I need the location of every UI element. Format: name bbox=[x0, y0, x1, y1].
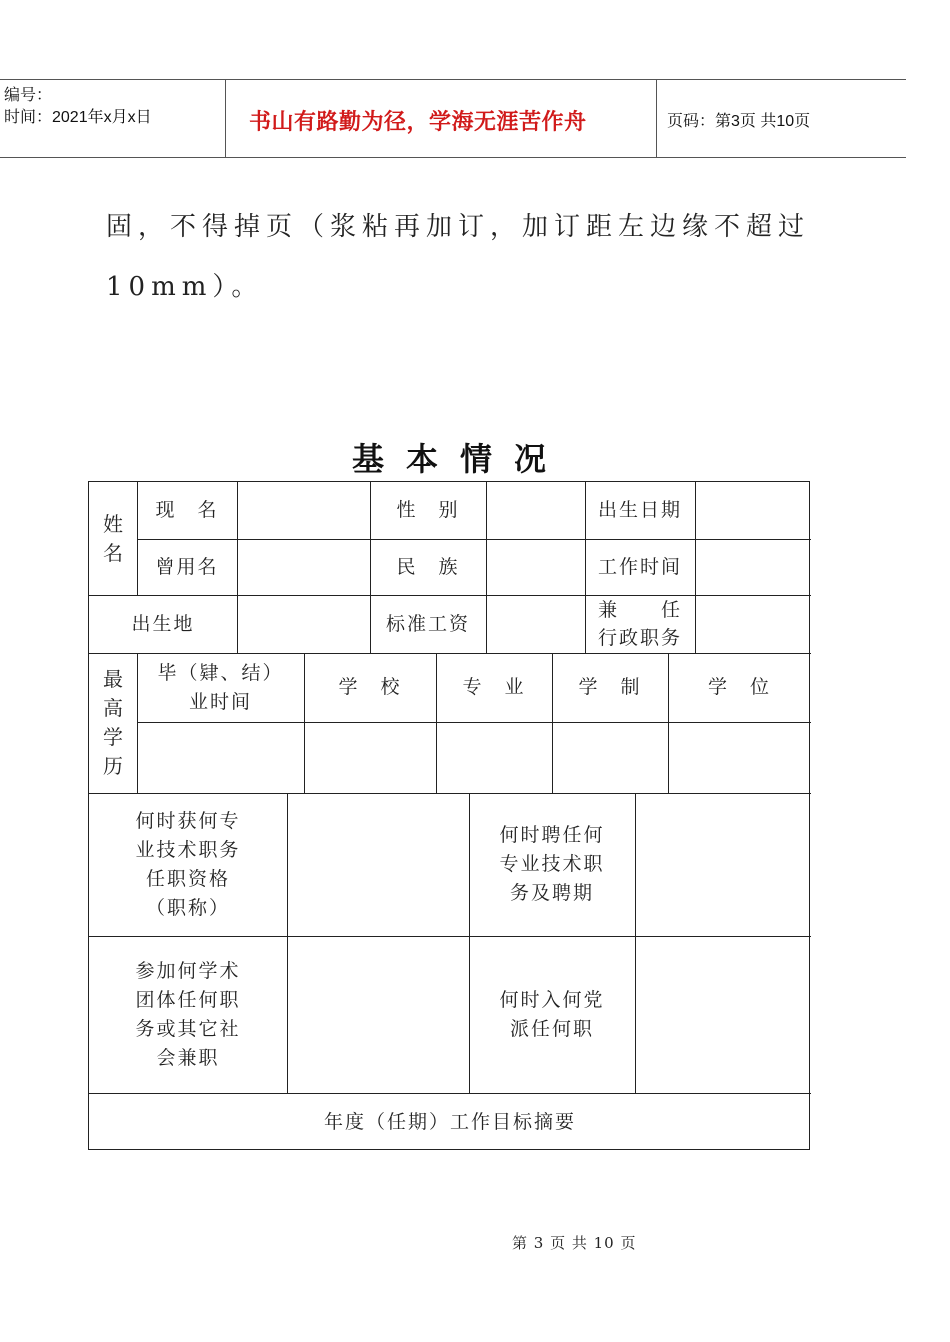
header-time-label: 时间：2021年x月x日 bbox=[4, 109, 152, 126]
birth-date-label: 出生日期 bbox=[597, 499, 682, 521]
school-label: 学 校 bbox=[338, 676, 402, 698]
ethnicity-label: 民 族 bbox=[396, 555, 460, 578]
work-start-label: 工作时间 bbox=[597, 555, 682, 578]
name-group-label: 姓 名 bbox=[103, 511, 123, 565]
header-divider-right bbox=[656, 79, 657, 157]
professional-title-label: 何时获何专 业技术职务 任职资格 （职称） bbox=[135, 809, 241, 919]
table-rule bbox=[287, 793, 288, 1093]
basic-info-table bbox=[88, 481, 810, 1150]
major-label: 专 业 bbox=[462, 676, 526, 698]
degree-label: 学 位 bbox=[707, 676, 771, 698]
duration-label: 学 制 bbox=[578, 676, 642, 698]
header-motto: 书山有路勤为径，学海无涯苦作舟 bbox=[249, 110, 587, 135]
gender-label: 性 别 bbox=[396, 499, 460, 521]
former-name-label: 曾用名 bbox=[155, 555, 219, 578]
body-paragraph-line-1: 固，不得掉页（浆粘再加订，加订距左边缘不超过 bbox=[106, 212, 811, 242]
table-rule bbox=[237, 482, 238, 653]
standard-salary-label: 标准工资 bbox=[385, 612, 470, 635]
header-top-rule bbox=[0, 79, 906, 80]
admin-post-label: 兼 任 行政职务 bbox=[597, 599, 682, 649]
current-name-label: 现 名 bbox=[155, 499, 219, 521]
graduation-time-label: 毕（肄、结） 业时间 bbox=[157, 661, 284, 713]
table-rule bbox=[486, 482, 487, 653]
body-paragraph-line-2: 10mm）。 bbox=[106, 272, 264, 302]
page-footer: 第 3 页 共 10 页 bbox=[512, 1234, 637, 1252]
highest-education-label: 最 高 学 历 bbox=[103, 667, 123, 778]
birthplace-label: 出生地 bbox=[131, 612, 195, 635]
appointment-label: 何时聘任何 专业技术职 务及聘期 bbox=[499, 824, 605, 904]
header-divider-left bbox=[225, 79, 226, 157]
academic-groups-label: 参加何学术 团体任何职 务或其它社 会兼职 bbox=[135, 959, 241, 1069]
section-title: 基本情况 bbox=[352, 440, 569, 478]
annual-goals-label: 年度（任期）工作目标摘要 bbox=[323, 1110, 576, 1133]
table-rule bbox=[695, 482, 696, 653]
header-page-label: 页码：第3页 共10页 bbox=[667, 113, 811, 130]
header-number-label: 编号： bbox=[4, 87, 53, 104]
table-rule bbox=[635, 793, 636, 1093]
header-bottom-rule bbox=[0, 157, 906, 158]
party-label: 何时入何党 派任何职 bbox=[499, 988, 605, 1040]
table-rule bbox=[137, 722, 811, 723]
